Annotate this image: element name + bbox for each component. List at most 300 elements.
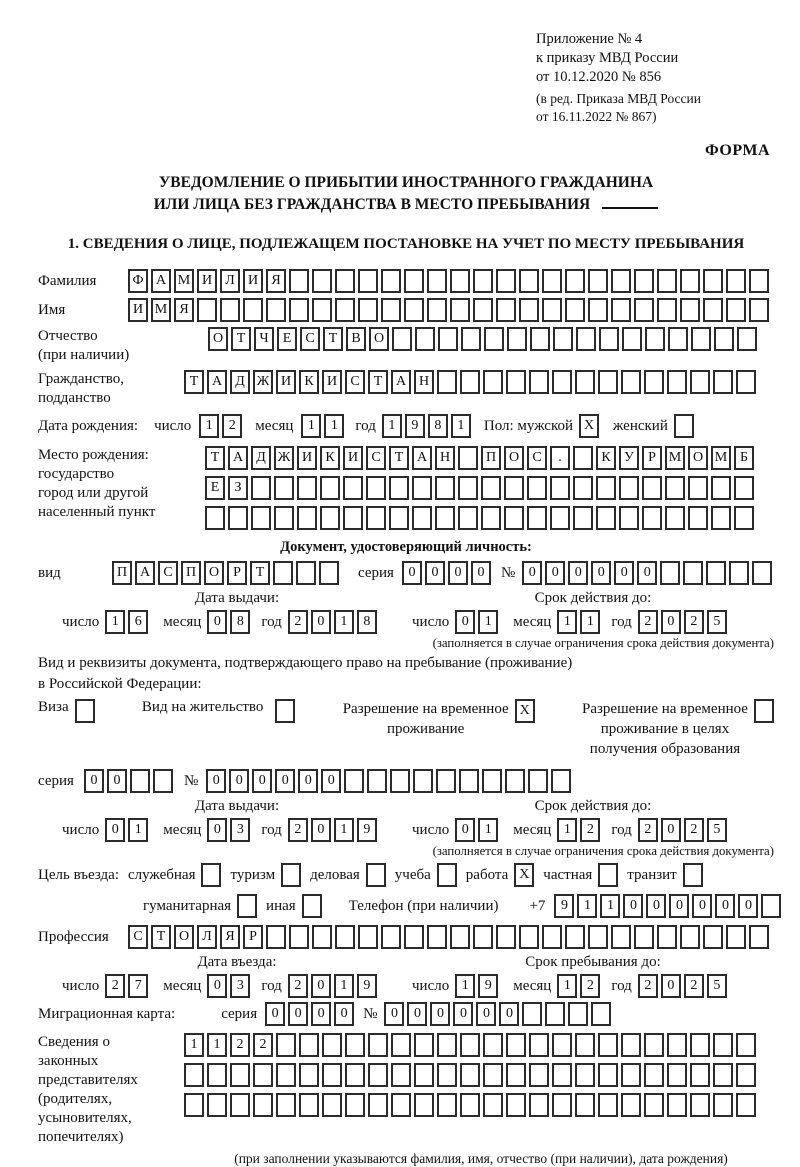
char-cell[interactable]: Ж (253, 370, 273, 394)
char-cell[interactable] (588, 298, 608, 322)
char-cell[interactable] (273, 561, 293, 585)
char-cell[interactable] (611, 925, 631, 949)
char-cell[interactable] (276, 1093, 296, 1117)
char-cell[interactable]: 0 (107, 769, 127, 793)
char-cell[interactable]: 0 (311, 610, 331, 634)
char-cell[interactable]: 0 (661, 610, 681, 634)
char-cell[interactable] (153, 769, 173, 793)
char-cell[interactable]: Е (205, 476, 225, 500)
char-cell[interactable] (415, 327, 435, 351)
char-cell[interactable] (527, 476, 547, 500)
char-cell[interactable] (506, 370, 526, 394)
char-cell[interactable] (507, 327, 527, 351)
char-cell[interactable] (358, 925, 378, 949)
char-cell[interactable] (335, 925, 355, 949)
char-cell[interactable] (749, 298, 769, 322)
char-cell[interactable] (312, 269, 332, 293)
char-cell[interactable] (358, 298, 378, 322)
char-cell[interactable] (367, 769, 387, 793)
char-cell[interactable] (437, 370, 457, 394)
char-cell[interactable]: Р (227, 561, 247, 585)
char-cell[interactable] (713, 1093, 733, 1117)
char-cell[interactable]: 0 (207, 818, 227, 842)
char-cell[interactable] (473, 925, 493, 949)
char-cell[interactable]: 2 (288, 974, 308, 998)
char-cell[interactable] (299, 1033, 319, 1057)
char-cell[interactable] (435, 506, 455, 530)
char-cell[interactable]: 0 (206, 769, 226, 793)
char-cell[interactable] (483, 370, 503, 394)
char-cell[interactable] (530, 327, 550, 351)
char-cell[interactable] (437, 1063, 457, 1087)
char-cell[interactable] (644, 370, 664, 394)
char-cell[interactable]: 5 (707, 610, 727, 634)
char-cell[interactable]: 1 (478, 818, 498, 842)
char-cell[interactable] (289, 298, 309, 322)
char-cell[interactable]: 9 (478, 974, 498, 998)
char-cell[interactable]: 1 (207, 1033, 227, 1057)
char-cell[interactable] (660, 561, 680, 585)
char-cell[interactable]: 0 (265, 1002, 285, 1026)
char-cell[interactable] (506, 1033, 526, 1057)
purpose-private-checkbox[interactable] (598, 863, 618, 887)
char-cell[interactable]: Е (277, 327, 297, 351)
char-cell[interactable] (481, 476, 501, 500)
char-cell[interactable] (381, 269, 401, 293)
char-cell[interactable] (688, 506, 708, 530)
char-cell[interactable]: У (619, 446, 639, 470)
char-cell[interactable]: 8 (428, 414, 448, 438)
char-cell[interactable] (197, 298, 217, 322)
char-cell[interactable]: 0 (207, 610, 227, 634)
char-cell[interactable] (320, 476, 340, 500)
char-cell[interactable]: К (320, 446, 340, 470)
temp-residence-checkbox[interactable]: X (515, 699, 535, 723)
char-cell[interactable] (668, 327, 688, 351)
char-cell[interactable] (404, 269, 424, 293)
char-cell[interactable] (619, 506, 639, 530)
char-cell[interactable] (576, 327, 596, 351)
char-cell[interactable] (591, 1002, 611, 1026)
char-cell[interactable] (761, 894, 781, 918)
char-cell[interactable] (711, 476, 731, 500)
char-cell[interactable]: Т (389, 446, 409, 470)
char-cell[interactable] (552, 1033, 572, 1057)
char-cell[interactable] (251, 506, 271, 530)
char-cell[interactable] (619, 476, 639, 500)
char-cell[interactable] (737, 327, 757, 351)
char-cell[interactable]: К (596, 446, 616, 470)
char-cell[interactable]: 9 (405, 414, 425, 438)
purpose-transit-checkbox[interactable] (683, 863, 703, 887)
char-cell[interactable]: 1 (455, 974, 475, 998)
char-cell[interactable] (529, 370, 549, 394)
char-cell[interactable]: 7 (128, 974, 148, 998)
char-cell[interactable] (391, 1063, 411, 1087)
char-cell[interactable] (706, 561, 726, 585)
char-cell[interactable] (220, 298, 240, 322)
char-cell[interactable]: 9 (554, 894, 574, 918)
char-cell[interactable] (458, 476, 478, 500)
char-cell[interactable]: 1 (334, 610, 354, 634)
char-cell[interactable] (344, 769, 364, 793)
char-cell[interactable] (404, 925, 424, 949)
char-cell[interactable] (276, 1063, 296, 1087)
char-cell[interactable] (427, 925, 447, 949)
char-cell[interactable]: А (151, 269, 171, 293)
char-cell[interactable]: 8 (357, 610, 377, 634)
char-cell[interactable] (553, 327, 573, 351)
char-cell[interactable] (458, 446, 478, 470)
char-cell[interactable] (506, 1093, 526, 1117)
char-cell[interactable]: 2 (222, 414, 242, 438)
char-cell[interactable]: 0 (311, 818, 331, 842)
char-cell[interactable]: А (207, 370, 227, 394)
char-cell[interactable]: Ф (128, 269, 148, 293)
char-cell[interactable]: 1 (557, 974, 577, 998)
char-cell[interactable]: Т (151, 925, 171, 949)
char-cell[interactable] (736, 1093, 756, 1117)
visa-checkbox[interactable] (75, 699, 95, 723)
char-cell[interactable]: 0 (311, 974, 331, 998)
char-cell[interactable] (343, 506, 363, 530)
char-cell[interactable]: Д (251, 446, 271, 470)
char-cell[interactable]: П (112, 561, 132, 585)
char-cell[interactable] (529, 1033, 549, 1057)
char-cell[interactable]: А (412, 446, 432, 470)
char-cell[interactable]: Я (266, 269, 286, 293)
char-cell[interactable] (690, 370, 710, 394)
char-cell[interactable]: В (346, 327, 366, 351)
char-cell[interactable] (519, 269, 539, 293)
char-cell[interactable] (690, 1093, 710, 1117)
char-cell[interactable]: 1 (301, 414, 321, 438)
char-cell[interactable] (657, 298, 677, 322)
char-cell[interactable] (266, 298, 286, 322)
char-cell[interactable] (644, 1063, 664, 1087)
char-cell[interactable] (276, 1033, 296, 1057)
char-cell[interactable] (460, 1033, 480, 1057)
char-cell[interactable] (230, 1093, 250, 1117)
char-cell[interactable] (573, 476, 593, 500)
char-cell[interactable] (573, 506, 593, 530)
char-cell[interactable] (391, 1093, 411, 1117)
purpose-tourism-checkbox[interactable] (281, 863, 301, 887)
char-cell[interactable] (667, 1033, 687, 1057)
char-cell[interactable] (596, 506, 616, 530)
char-cell[interactable]: 0 (661, 974, 681, 998)
char-cell[interactable] (392, 327, 412, 351)
char-cell[interactable] (575, 1033, 595, 1057)
char-cell[interactable]: 0 (591, 561, 611, 585)
char-cell[interactable] (483, 1093, 503, 1117)
char-cell[interactable]: С (128, 925, 148, 949)
char-cell[interactable] (621, 1063, 641, 1087)
char-cell[interactable]: С (345, 370, 365, 394)
sex-male-checkbox[interactable]: X (579, 414, 599, 438)
char-cell[interactable] (414, 1033, 434, 1057)
char-cell[interactable] (414, 1093, 434, 1117)
char-cell[interactable] (528, 769, 548, 793)
char-cell[interactable] (665, 476, 685, 500)
char-cell[interactable]: 0 (476, 1002, 496, 1026)
char-cell[interactable]: 1 (580, 610, 600, 634)
purpose-official-checkbox[interactable] (201, 863, 221, 887)
char-cell[interactable] (713, 370, 733, 394)
char-cell[interactable] (266, 925, 286, 949)
char-cell[interactable] (207, 1093, 227, 1117)
purpose-work-checkbox[interactable]: X (514, 863, 534, 887)
char-cell[interactable] (381, 925, 401, 949)
char-cell[interactable] (688, 476, 708, 500)
char-cell[interactable] (450, 925, 470, 949)
char-cell[interactable] (473, 269, 493, 293)
char-cell[interactable] (289, 925, 309, 949)
char-cell[interactable]: 0 (453, 1002, 473, 1026)
char-cell[interactable]: Р (642, 446, 662, 470)
purpose-study-checkbox[interactable] (437, 863, 457, 887)
char-cell[interactable]: И (243, 269, 263, 293)
char-cell[interactable] (438, 327, 458, 351)
char-cell[interactable]: О (369, 327, 389, 351)
char-cell[interactable] (296, 561, 316, 585)
char-cell[interactable] (368, 1033, 388, 1057)
char-cell[interactable]: 1 (557, 818, 577, 842)
char-cell[interactable] (598, 1063, 618, 1087)
char-cell[interactable] (381, 298, 401, 322)
char-cell[interactable] (437, 1033, 457, 1057)
char-cell[interactable] (680, 298, 700, 322)
char-cell[interactable] (322, 1033, 342, 1057)
char-cell[interactable]: Л (197, 925, 217, 949)
char-cell[interactable]: А (228, 446, 248, 470)
residence-permit-checkbox[interactable] (275, 699, 295, 723)
char-cell[interactable]: 1 (334, 974, 354, 998)
char-cell[interactable] (552, 1093, 572, 1117)
char-cell[interactable] (391, 1033, 411, 1057)
char-cell[interactable]: 2 (638, 818, 658, 842)
char-cell[interactable] (343, 476, 363, 500)
char-cell[interactable]: 5 (707, 818, 727, 842)
char-cell[interactable]: 9 (357, 974, 377, 998)
char-cell[interactable]: 2 (684, 974, 704, 998)
char-cell[interactable] (550, 506, 570, 530)
char-cell[interactable] (390, 769, 410, 793)
char-cell[interactable]: О (174, 925, 194, 949)
char-cell[interactable] (460, 1063, 480, 1087)
char-cell[interactable]: С (158, 561, 178, 585)
char-cell[interactable]: 0 (499, 1002, 519, 1026)
char-cell[interactable] (368, 1063, 388, 1087)
char-cell[interactable] (243, 298, 263, 322)
char-cell[interactable] (736, 370, 756, 394)
char-cell[interactable]: 0 (455, 818, 475, 842)
char-cell[interactable] (667, 1093, 687, 1117)
char-cell[interactable] (389, 506, 409, 530)
char-cell[interactable]: 5 (707, 974, 727, 998)
char-cell[interactable] (345, 1063, 365, 1087)
char-cell[interactable] (251, 476, 271, 500)
purpose-other-checkbox[interactable] (302, 894, 322, 918)
char-cell[interactable]: М (711, 446, 731, 470)
char-cell[interactable] (274, 476, 294, 500)
char-cell[interactable] (289, 269, 309, 293)
char-cell[interactable]: 0 (311, 1002, 331, 1026)
char-cell[interactable]: Л (220, 269, 240, 293)
char-cell[interactable] (634, 925, 654, 949)
char-cell[interactable] (749, 925, 769, 949)
char-cell[interactable] (611, 269, 631, 293)
char-cell[interactable]: А (391, 370, 411, 394)
char-cell[interactable]: 0 (321, 769, 341, 793)
char-cell[interactable]: 0 (669, 894, 689, 918)
char-cell[interactable]: 0 (275, 769, 295, 793)
char-cell[interactable] (481, 506, 501, 530)
char-cell[interactable]: 2 (288, 818, 308, 842)
char-cell[interactable]: 1 (451, 414, 471, 438)
char-cell[interactable] (542, 269, 562, 293)
char-cell[interactable] (366, 476, 386, 500)
char-cell[interactable] (322, 1063, 342, 1087)
char-cell[interactable] (461, 327, 481, 351)
char-cell[interactable] (335, 298, 355, 322)
char-cell[interactable] (598, 1033, 618, 1057)
char-cell[interactable] (598, 1093, 618, 1117)
char-cell[interactable] (714, 327, 734, 351)
char-cell[interactable] (496, 269, 516, 293)
char-cell[interactable] (529, 1063, 549, 1087)
char-cell[interactable]: 1 (334, 818, 354, 842)
char-cell[interactable] (437, 1093, 457, 1117)
char-cell[interactable]: О (504, 446, 524, 470)
char-cell[interactable]: 2 (684, 818, 704, 842)
char-cell[interactable]: 0 (298, 769, 318, 793)
char-cell[interactable]: 0 (623, 894, 643, 918)
char-cell[interactable]: 0 (207, 974, 227, 998)
char-cell[interactable] (253, 1093, 273, 1117)
char-cell[interactable]: М (151, 298, 171, 322)
char-cell[interactable] (611, 298, 631, 322)
char-cell[interactable] (575, 1063, 595, 1087)
char-cell[interactable] (736, 1063, 756, 1087)
char-cell[interactable] (752, 561, 772, 585)
char-cell[interactable]: Т (184, 370, 204, 394)
char-cell[interactable]: 0 (637, 561, 657, 585)
char-cell[interactable] (529, 1093, 549, 1117)
char-cell[interactable]: 0 (522, 561, 542, 585)
char-cell[interactable] (297, 506, 317, 530)
char-cell[interactable] (683, 561, 703, 585)
char-cell[interactable] (253, 1063, 273, 1087)
char-cell[interactable]: 9 (357, 818, 377, 842)
char-cell[interactable] (621, 370, 641, 394)
char-cell[interactable]: 0 (229, 769, 249, 793)
char-cell[interactable] (588, 925, 608, 949)
char-cell[interactable] (130, 769, 150, 793)
char-cell[interactable] (568, 1002, 588, 1026)
char-cell[interactable] (412, 476, 432, 500)
char-cell[interactable] (542, 925, 562, 949)
char-cell[interactable] (496, 925, 516, 949)
char-cell[interactable] (483, 1033, 503, 1057)
char-cell[interactable] (496, 298, 516, 322)
char-cell[interactable] (519, 925, 539, 949)
char-cell[interactable]: 0 (252, 769, 272, 793)
char-cell[interactable] (621, 1093, 641, 1117)
char-cell[interactable]: 1 (382, 414, 402, 438)
char-cell[interactable] (680, 269, 700, 293)
char-cell[interactable] (565, 925, 585, 949)
char-cell[interactable] (713, 1063, 733, 1087)
char-cell[interactable] (665, 506, 685, 530)
char-cell[interactable] (703, 925, 723, 949)
char-cell[interactable]: 2 (253, 1033, 273, 1057)
char-cell[interactable] (389, 476, 409, 500)
char-cell[interactable] (657, 269, 677, 293)
char-cell[interactable] (435, 476, 455, 500)
char-cell[interactable]: О (208, 327, 228, 351)
char-cell[interactable]: 0 (407, 1002, 427, 1026)
char-cell[interactable]: 8 (230, 610, 250, 634)
purpose-business-checkbox[interactable] (366, 863, 386, 887)
char-cell[interactable] (588, 269, 608, 293)
char-cell[interactable]: К (299, 370, 319, 394)
char-cell[interactable] (642, 476, 662, 500)
char-cell[interactable]: Ч (254, 327, 274, 351)
char-cell[interactable] (458, 506, 478, 530)
char-cell[interactable]: 2 (580, 974, 600, 998)
char-cell[interactable] (644, 1093, 664, 1117)
char-cell[interactable]: 0 (402, 561, 422, 585)
char-cell[interactable] (504, 476, 524, 500)
char-cell[interactable]: З (228, 476, 248, 500)
char-cell[interactable]: 1 (184, 1033, 204, 1057)
char-cell[interactable] (596, 476, 616, 500)
char-cell[interactable]: А (135, 561, 155, 585)
char-cell[interactable]: 2 (638, 974, 658, 998)
char-cell[interactable]: 2 (105, 974, 125, 998)
char-cell[interactable] (412, 506, 432, 530)
char-cell[interactable]: 0 (288, 1002, 308, 1026)
char-cell[interactable] (335, 269, 355, 293)
char-cell[interactable]: П (481, 446, 501, 470)
char-cell[interactable]: И (322, 370, 342, 394)
char-cell[interactable] (703, 298, 723, 322)
char-cell[interactable]: П (181, 561, 201, 585)
char-cell[interactable] (205, 506, 225, 530)
char-cell[interactable]: 1 (478, 610, 498, 634)
char-cell[interactable]: 1 (600, 894, 620, 918)
char-cell[interactable] (527, 506, 547, 530)
char-cell[interactable] (460, 370, 480, 394)
char-cell[interactable]: Д (230, 370, 250, 394)
char-cell[interactable] (522, 1002, 542, 1026)
char-cell[interactable]: Р (243, 925, 263, 949)
char-cell[interactable]: С (527, 446, 547, 470)
char-cell[interactable] (729, 561, 749, 585)
char-cell[interactable]: М (665, 446, 685, 470)
char-cell[interactable] (436, 769, 456, 793)
char-cell[interactable]: Т (250, 561, 270, 585)
char-cell[interactable] (345, 1033, 365, 1057)
char-cell[interactable] (274, 506, 294, 530)
char-cell[interactable] (621, 1033, 641, 1057)
char-cell[interactable]: 2 (230, 1033, 250, 1057)
char-cell[interactable]: Т (323, 327, 343, 351)
char-cell[interactable] (299, 1093, 319, 1117)
char-cell[interactable] (320, 506, 340, 530)
char-cell[interactable]: С (300, 327, 320, 351)
